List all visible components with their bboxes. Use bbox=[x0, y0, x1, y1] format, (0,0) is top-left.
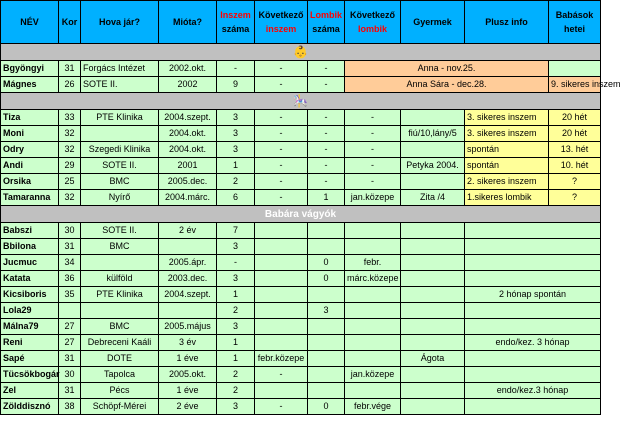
ivf-count-cell: 0 bbox=[308, 255, 345, 271]
clinic-cell: SOTE II. bbox=[81, 77, 159, 93]
age-cell: 27 bbox=[59, 335, 81, 351]
clinic-cell: BMC bbox=[81, 174, 159, 190]
table-row bbox=[1, 287, 601, 303]
next-insem-cell: - bbox=[255, 190, 308, 206]
next-ivf-cell: márc.közepe bbox=[345, 271, 401, 287]
name-cell: Bbilona bbox=[1, 239, 59, 255]
ivf-count-cell bbox=[308, 351, 345, 367]
age-cell bbox=[59, 303, 81, 319]
separator-row bbox=[1, 44, 601, 61]
since-cell: 3 év bbox=[159, 335, 217, 351]
next-insem-cell: - bbox=[255, 158, 308, 174]
ivf-count-cell bbox=[308, 367, 345, 383]
insem-count-cell: 3 bbox=[217, 239, 255, 255]
next-insem-cell bbox=[255, 239, 308, 255]
insem-count-cell: - bbox=[217, 61, 255, 77]
children-cell bbox=[401, 255, 465, 271]
clinic-cell: SOTE II. bbox=[81, 223, 159, 239]
name-cell: Reni bbox=[1, 335, 59, 351]
age-cell: 29 bbox=[59, 158, 81, 174]
clinic-cell: Tapolca bbox=[81, 367, 159, 383]
children-cell bbox=[401, 142, 465, 158]
clinic-cell: DOTE bbox=[81, 351, 159, 367]
since-cell: 2001 bbox=[159, 158, 217, 174]
col-header-hova: Hova jár? bbox=[81, 1, 159, 44]
age-cell: 31 bbox=[59, 61, 81, 77]
insem-count-cell: 3 bbox=[217, 142, 255, 158]
plus-info-cell: 3. sikeres inszem bbox=[465, 110, 549, 126]
name-cell: Tücsökbogár bbox=[1, 367, 59, 383]
next-insem-cell: - bbox=[255, 126, 308, 142]
next-ivf-cell bbox=[345, 239, 401, 255]
clinic-cell bbox=[81, 255, 159, 271]
table-row bbox=[1, 77, 601, 93]
ivf-count-cell: - bbox=[308, 61, 345, 77]
next-insem-cell: - bbox=[255, 399, 308, 415]
clinic-cell: PTE Klinika bbox=[81, 287, 159, 303]
insem-count-cell: 1 bbox=[217, 351, 255, 367]
table-row bbox=[1, 383, 601, 399]
insem-count-cell: 3 bbox=[217, 126, 255, 142]
table-row bbox=[1, 255, 601, 271]
children-cell bbox=[401, 223, 465, 239]
plus-info-cell: 2 hónap spontán bbox=[465, 287, 601, 303]
ivf-count-cell: - bbox=[308, 77, 345, 93]
ivf-count-cell bbox=[308, 287, 345, 303]
since-cell: 2005.dec. bbox=[159, 174, 217, 190]
age-cell: 25 bbox=[59, 174, 81, 190]
children-cell: Zita /4 bbox=[401, 190, 465, 206]
children-cell: fiú/10,lány/5 bbox=[401, 126, 465, 142]
table-row bbox=[1, 303, 601, 319]
plus-info-cell bbox=[465, 399, 601, 415]
age-cell: 35 bbox=[59, 287, 81, 303]
clinic-cell: BMC bbox=[81, 319, 159, 335]
plus-info-cell bbox=[465, 271, 601, 287]
col-header-lombik-line1: Lombik bbox=[310, 10, 343, 20]
next-insem-cell: febr.közepe bbox=[255, 351, 308, 367]
since-cell: 2004.okt. bbox=[159, 126, 217, 142]
children-cell: Ágota bbox=[401, 351, 465, 367]
clinic-cell: SOTE II. bbox=[81, 158, 159, 174]
age-cell: 32 bbox=[59, 142, 81, 158]
next-ivf-cell bbox=[345, 287, 401, 303]
name-cell: Mágnes bbox=[1, 77, 59, 93]
since-cell: 2002 bbox=[159, 77, 217, 93]
weeks-cell: 20 hét bbox=[549, 126, 601, 142]
name-cell: Orsika bbox=[1, 174, 59, 190]
next-ivf-cell: febr.vége bbox=[345, 399, 401, 415]
since-cell: 2005.május bbox=[159, 319, 217, 335]
age-cell: 36 bbox=[59, 271, 81, 287]
col-header-inszem-line2: száma bbox=[221, 24, 250, 34]
table-row bbox=[1, 319, 601, 335]
weeks-cell: ? bbox=[549, 190, 601, 206]
baby-icon: 👶 bbox=[293, 44, 308, 59]
next-ivf-cell: - bbox=[345, 110, 401, 126]
next-ivf-cell bbox=[345, 223, 401, 239]
children-cell bbox=[401, 335, 465, 351]
next-insem-cell bbox=[255, 255, 308, 271]
table-row bbox=[1, 174, 601, 190]
clinic-cell: külföld bbox=[81, 271, 159, 287]
children-cell bbox=[401, 271, 465, 287]
since-cell: 2002.okt. bbox=[159, 61, 217, 77]
table-row bbox=[1, 110, 601, 126]
table-row bbox=[1, 271, 601, 287]
col-header-kor: Kor bbox=[59, 1, 81, 44]
children-cell: Petyka 2004. bbox=[401, 158, 465, 174]
clinic-cell: Debreceni Kaáli bbox=[81, 335, 159, 351]
children-cell bbox=[401, 399, 465, 415]
next-insem-cell: - bbox=[255, 174, 308, 190]
col-header-gyermek: Gyermek bbox=[401, 1, 465, 44]
since-cell: 2004.szept. bbox=[159, 287, 217, 303]
col-header-kov-inszem-line2: inszem bbox=[265, 24, 297, 34]
next-ivf-cell: jan.közepe bbox=[345, 190, 401, 206]
age-cell: 31 bbox=[59, 351, 81, 367]
col-header-hetek: Babások hetei bbox=[549, 1, 601, 44]
age-cell: 27 bbox=[59, 319, 81, 335]
table-row bbox=[1, 126, 601, 142]
age-cell: 34 bbox=[59, 255, 81, 271]
plus-info-cell: 3. sikeres inszem bbox=[465, 126, 549, 142]
insem-count-cell: 9 bbox=[217, 77, 255, 93]
age-cell: 32 bbox=[59, 190, 81, 206]
weeks-cell: ? bbox=[549, 174, 601, 190]
table-row bbox=[1, 335, 601, 351]
col-header-plusz: Plusz info bbox=[465, 1, 549, 44]
plus-info-cell: endo/kez.3 hónap bbox=[465, 383, 601, 399]
col-header-miota: Mióta? bbox=[159, 1, 217, 44]
next-insem-cell: - bbox=[255, 61, 308, 77]
table-row bbox=[1, 190, 601, 206]
clinic-cell: Pécs bbox=[81, 383, 159, 399]
plus-info-cell bbox=[465, 255, 601, 271]
rocking-horse-icon: 🎠 bbox=[293, 93, 308, 108]
header-row bbox=[1, 1, 601, 44]
table-row bbox=[1, 239, 601, 255]
clinic-cell: Nyírő bbox=[81, 190, 159, 206]
col-header-kov-lombik-line1: Következő bbox=[349, 10, 395, 20]
next-ivf-cell bbox=[345, 351, 401, 367]
ivf-count-cell bbox=[308, 223, 345, 239]
insem-count-cell: 1 bbox=[217, 335, 255, 351]
col-header-kov-lombik bbox=[345, 1, 401, 44]
age-cell: 31 bbox=[59, 239, 81, 255]
table-row bbox=[1, 142, 601, 158]
insem-count-cell: 3 bbox=[217, 319, 255, 335]
table-row bbox=[1, 61, 601, 77]
name-cell: Andi bbox=[1, 158, 59, 174]
children-cell bbox=[401, 239, 465, 255]
age-cell: 30 bbox=[59, 223, 81, 239]
plus-info-cell: 1.sikeres lombik bbox=[465, 190, 549, 206]
plus-info-cell bbox=[465, 367, 601, 383]
since-cell: 2004.szept. bbox=[159, 110, 217, 126]
since-cell: 1 éve bbox=[159, 351, 217, 367]
since-cell: 2 év bbox=[159, 223, 217, 239]
plus-info-cell bbox=[465, 319, 601, 335]
next-insem-cell bbox=[255, 287, 308, 303]
name-cell: Zölddisznó bbox=[1, 399, 59, 415]
insem-count-cell: 6 bbox=[217, 190, 255, 206]
since-cell: 2003.dec. bbox=[159, 271, 217, 287]
since-cell: 2004.okt. bbox=[159, 142, 217, 158]
next-insem-cell: - bbox=[255, 142, 308, 158]
insem-count-cell: 7 bbox=[217, 223, 255, 239]
since-cell bbox=[159, 239, 217, 255]
next-ivf-cell: jan.közepe bbox=[345, 367, 401, 383]
clinic-cell: Schöpf-Mérei bbox=[81, 399, 159, 415]
table-row bbox=[1, 367, 601, 383]
clinic-cell bbox=[81, 126, 159, 142]
children-cell bbox=[401, 319, 465, 335]
insem-count-cell: 3 bbox=[217, 271, 255, 287]
table-body bbox=[1, 1, 621, 415]
clinic-cell: PTE Klinika bbox=[81, 110, 159, 126]
children-cell bbox=[401, 367, 465, 383]
plus-info-cell bbox=[465, 223, 601, 239]
name-cell: Tiza bbox=[1, 110, 59, 126]
col-header-inszem bbox=[217, 1, 255, 44]
ivf-count-cell: 3 bbox=[308, 303, 345, 319]
since-cell: 2005.okt. bbox=[159, 367, 217, 383]
name-cell: Katata bbox=[1, 271, 59, 287]
insem-count-cell: 1 bbox=[217, 287, 255, 303]
separator-cell bbox=[1, 93, 601, 110]
ivf-count-cell: - bbox=[308, 142, 345, 158]
next-ivf-cell: febr. bbox=[345, 255, 401, 271]
name-cell: Kicsiboris bbox=[1, 287, 59, 303]
plus-info-cell: spontán bbox=[465, 142, 549, 158]
next-insem-cell bbox=[255, 303, 308, 319]
col-header-lombik bbox=[308, 1, 345, 44]
age-cell: 31 bbox=[59, 383, 81, 399]
children-cell bbox=[401, 383, 465, 399]
insem-count-cell: 2 bbox=[217, 174, 255, 190]
section-title: Babára vágyók bbox=[1, 206, 601, 223]
col-header-kov-lombik-line2: lombik bbox=[357, 24, 387, 34]
plus-info-cell: 9. sikeres inszem bbox=[549, 77, 601, 93]
clinic-cell bbox=[81, 303, 159, 319]
insem-count-cell: 2 bbox=[217, 383, 255, 399]
next-insem-cell: - bbox=[255, 367, 308, 383]
next-insem-cell: - bbox=[255, 77, 308, 93]
next-insem-cell bbox=[255, 335, 308, 351]
plus-info-cell bbox=[465, 239, 601, 255]
weeks-cell: 10. hét bbox=[549, 158, 601, 174]
name-cell: Tamaranna bbox=[1, 190, 59, 206]
ivf-count-cell: - bbox=[308, 174, 345, 190]
clinic-cell: Forgács Intézet bbox=[81, 61, 159, 77]
next-insem-cell bbox=[255, 319, 308, 335]
clinic-cell: BMC bbox=[81, 239, 159, 255]
ivf-count-cell: - bbox=[308, 158, 345, 174]
ivf-count-cell: 0 bbox=[308, 399, 345, 415]
plus-info-cell bbox=[549, 61, 601, 77]
since-cell bbox=[159, 303, 217, 319]
plus-info-cell bbox=[465, 303, 601, 319]
plus-info-cell: 2. sikeres inszem bbox=[465, 174, 549, 190]
name-cell: Sapé bbox=[1, 351, 59, 367]
age-cell: 33 bbox=[59, 110, 81, 126]
weeks-cell: 20 hét bbox=[549, 110, 601, 126]
since-cell: 1 éve bbox=[159, 383, 217, 399]
since-cell: 2 éve bbox=[159, 399, 217, 415]
table-row bbox=[1, 351, 601, 367]
age-cell: 30 bbox=[59, 367, 81, 383]
since-cell: 2005.ápr. bbox=[159, 255, 217, 271]
col-header-name: NÉV bbox=[1, 1, 59, 44]
col-header-kov-inszem-line1: Következő bbox=[258, 10, 304, 20]
col-header-lombik-line2: száma bbox=[312, 24, 340, 34]
insem-count-cell: - bbox=[217, 255, 255, 271]
insem-count-cell: 2 bbox=[217, 303, 255, 319]
name-cell: Málna79 bbox=[1, 319, 59, 335]
next-insem-cell bbox=[255, 383, 308, 399]
next-ivf-cell: - bbox=[345, 126, 401, 142]
name-cell: Bgyöngyi bbox=[1, 61, 59, 77]
ivf-count-cell: 1 bbox=[308, 190, 345, 206]
name-cell: Lola29 bbox=[1, 303, 59, 319]
insem-count-cell: 3 bbox=[217, 110, 255, 126]
children-cell bbox=[401, 110, 465, 126]
age-cell: 38 bbox=[59, 399, 81, 415]
table-row bbox=[1, 158, 601, 174]
children-cell bbox=[401, 287, 465, 303]
name-cell: Moni bbox=[1, 126, 59, 142]
separator-row bbox=[1, 93, 601, 110]
weeks-cell: 13. hét bbox=[549, 142, 601, 158]
ivf-count-cell bbox=[308, 319, 345, 335]
ivf-count-cell bbox=[308, 383, 345, 399]
plus-info-cell bbox=[465, 351, 601, 367]
table-row bbox=[1, 223, 601, 239]
next-ivf-cell bbox=[345, 303, 401, 319]
plus-info-cell: spontán bbox=[465, 158, 549, 174]
ivf-count-cell: - bbox=[308, 126, 345, 142]
insem-count-cell: 2 bbox=[217, 367, 255, 383]
next-ivf-cell bbox=[345, 335, 401, 351]
name-cell: Odry bbox=[1, 142, 59, 158]
children-cell bbox=[401, 303, 465, 319]
insem-count-cell: 1 bbox=[217, 158, 255, 174]
section-row bbox=[1, 206, 601, 223]
since-cell: 2004.márc. bbox=[159, 190, 217, 206]
clinic-cell: Szegedi Klinika bbox=[81, 142, 159, 158]
col-header-inszem-line1: Inszem bbox=[220, 10, 251, 20]
next-insem-cell bbox=[255, 223, 308, 239]
next-ivf-cell bbox=[345, 319, 401, 335]
col-header-kov-inszem bbox=[255, 1, 308, 44]
ivf-count-cell: 0 bbox=[308, 271, 345, 287]
name-cell: Jucmuc bbox=[1, 255, 59, 271]
next-ivf-cell bbox=[345, 383, 401, 399]
age-cell: 26 bbox=[59, 77, 81, 93]
children-cell bbox=[401, 174, 465, 190]
baby-info-cell: Anna Sára - dec.28. bbox=[345, 77, 549, 93]
baby-info-cell: Anna - nov.25. bbox=[345, 61, 549, 77]
next-insem-cell bbox=[255, 271, 308, 287]
name-cell: Babszi bbox=[1, 223, 59, 239]
ivf-count-cell: - bbox=[308, 110, 345, 126]
separator-cell bbox=[1, 44, 601, 61]
insem-count-cell: 3 bbox=[217, 399, 255, 415]
age-cell: 32 bbox=[59, 126, 81, 142]
table-row bbox=[1, 399, 601, 415]
ivf-count-cell bbox=[308, 335, 345, 351]
next-ivf-cell: - bbox=[345, 158, 401, 174]
ivf-count-cell bbox=[308, 239, 345, 255]
plus-info-cell: endo/kez. 3 hónap bbox=[465, 335, 601, 351]
next-ivf-cell: - bbox=[345, 142, 401, 158]
next-insem-cell: - bbox=[255, 110, 308, 126]
name-cell: Zel bbox=[1, 383, 59, 399]
next-ivf-cell: - bbox=[345, 174, 401, 190]
